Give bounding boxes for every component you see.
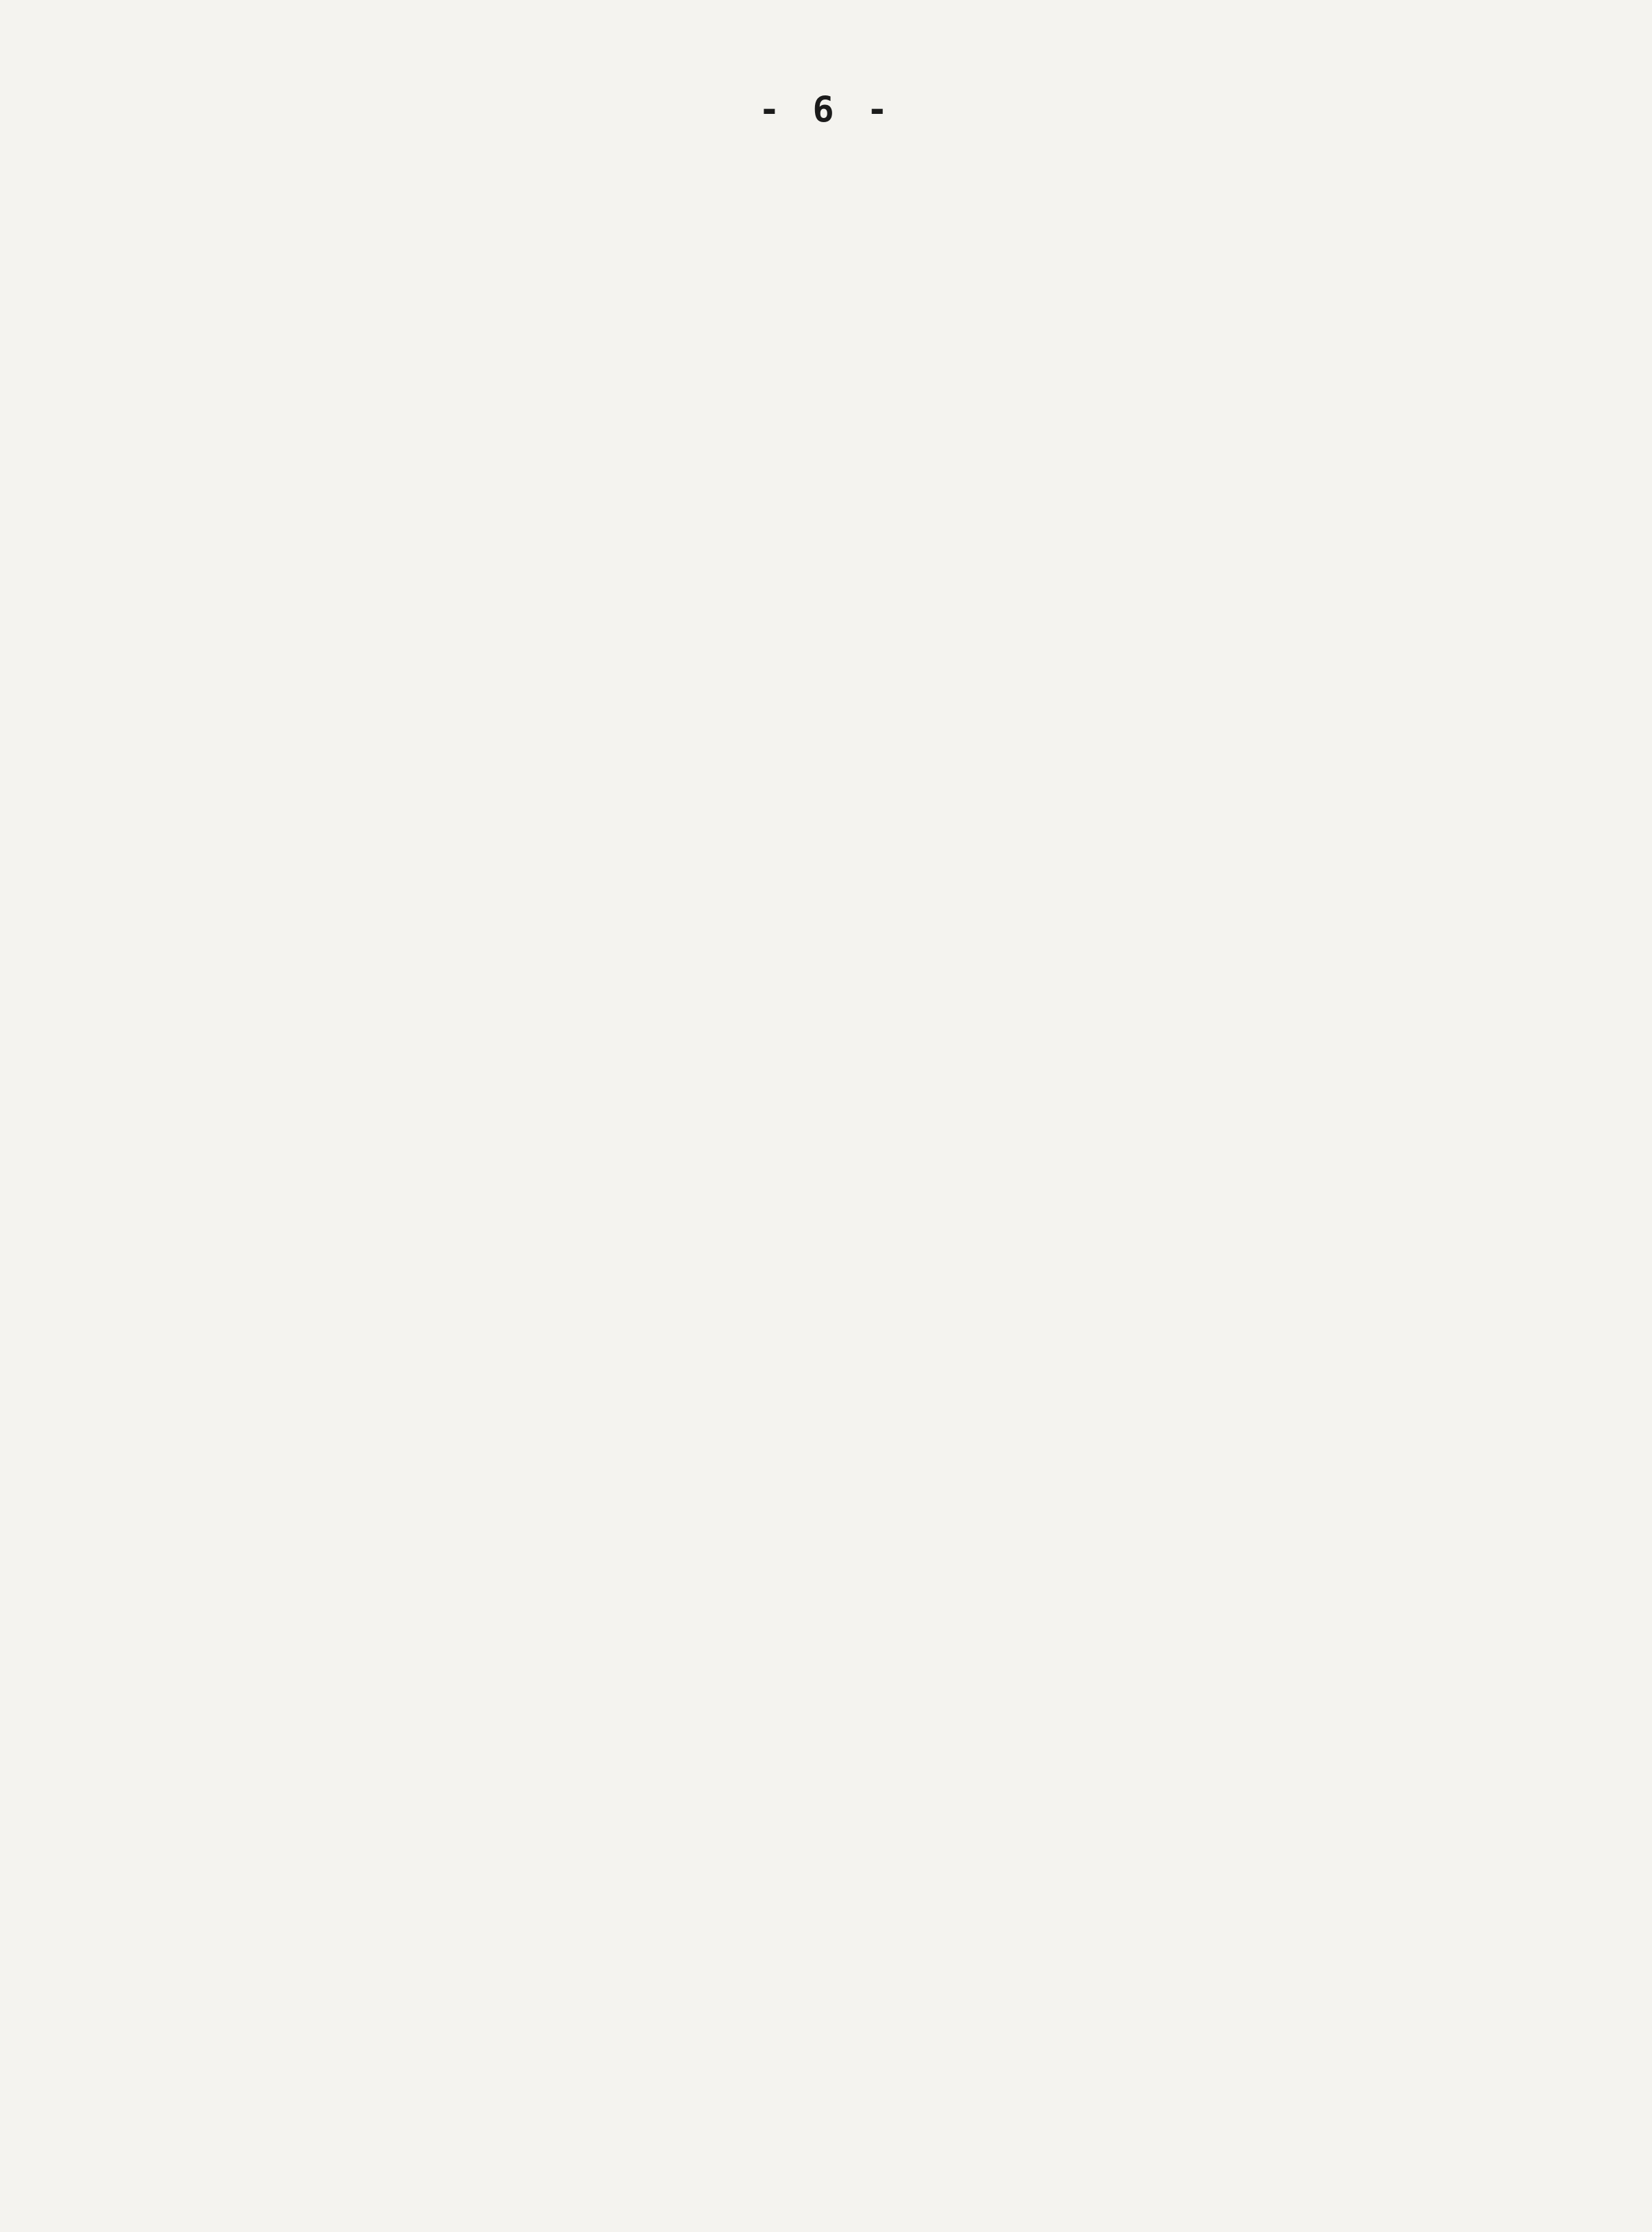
text-line: [148, 137, 1622, 183]
text-line: [148, 913, 1622, 959]
text-line: [148, 959, 1622, 1005]
text-line: [148, 1552, 1622, 1598]
text-line: [148, 457, 1622, 503]
text-line: [148, 1005, 1622, 1050]
text-line: [148, 776, 1622, 822]
text-line: [148, 867, 1622, 913]
text-line: [148, 1096, 1622, 1142]
text-line: [148, 183, 1622, 229]
text-line: [148, 822, 1622, 868]
page-number: - 6 -: [758, 89, 894, 130]
text-line: [148, 1461, 1622, 1507]
text-line: [148, 320, 1622, 366]
text-line: [148, 1506, 1622, 1552]
text-line: [148, 502, 1622, 548]
text-line: [148, 1050, 1622, 1096]
text-line: [148, 1278, 1622, 1324]
text-line: [148, 1643, 1622, 1689]
text-line: [148, 1324, 1622, 1370]
text-line: [148, 594, 1622, 639]
text-line: [148, 685, 1622, 731]
text-line: [148, 639, 1622, 685]
text-line: [148, 228, 1622, 274]
text-line: [148, 274, 1622, 320]
text-line: [148, 1370, 1622, 1415]
document-body: [148, 137, 1622, 1689]
text-line: [148, 366, 1622, 412]
text-line: [148, 1597, 1622, 1643]
text-line: [148, 548, 1622, 594]
text-line: [148, 1141, 1622, 1187]
text-line: [148, 731, 1622, 777]
text-line: [148, 411, 1622, 457]
text-line: [148, 1232, 1622, 1278]
text-line: [148, 1187, 1622, 1233]
text-line: [148, 1415, 1622, 1461]
